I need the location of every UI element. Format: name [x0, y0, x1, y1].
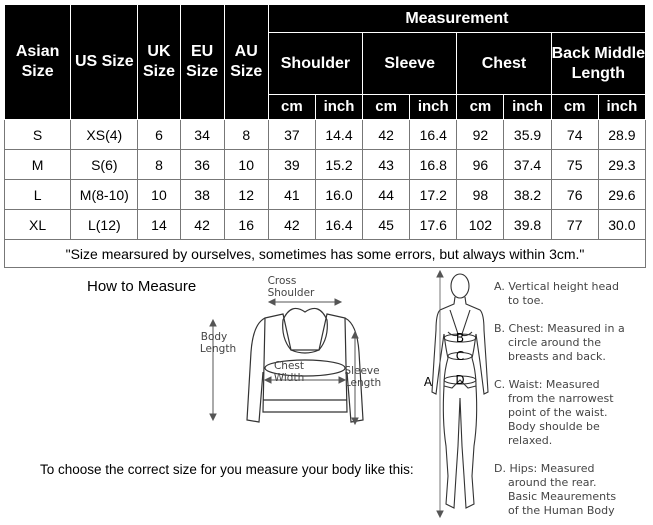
legend-c-line: relaxed.	[508, 434, 553, 447]
marker-a: A	[423, 375, 433, 389]
table-cell: 30.0	[598, 210, 645, 240]
legend-c-line: from the narrowest	[508, 392, 614, 405]
legend-d	[494, 462, 616, 518]
table-cell: 96	[457, 150, 504, 180]
table-cell: 44	[363, 180, 410, 210]
unit-inch: inch	[598, 95, 645, 120]
header-shoulder: Shoulder	[268, 33, 362, 95]
table-cell: 42	[363, 120, 410, 150]
table-cell: 92	[457, 120, 504, 150]
table-cell: 10	[224, 150, 268, 180]
label-body-length-1: Body	[200, 331, 228, 343]
table-row	[5, 180, 646, 210]
label-chest-width-2: Width	[273, 372, 305, 384]
table-cell: XS(4)	[71, 120, 138, 150]
marker-d: D	[455, 373, 465, 387]
label-body-length-2: Length	[199, 343, 237, 355]
table-row	[5, 210, 646, 240]
table-cell: 14	[138, 210, 180, 240]
table-cell: 39.8	[504, 210, 551, 240]
table-cell: 76	[551, 180, 598, 210]
label-sleeve-length-1: Sleeve	[344, 365, 380, 377]
header-uk-size: UK Size	[138, 5, 180, 120]
legend-c-line: Body shoulde be	[508, 420, 600, 433]
table-cell: 14.4	[315, 120, 362, 150]
table-cell: 35.9	[504, 120, 551, 150]
table-cell: M	[5, 150, 71, 180]
table-cell: 8	[224, 120, 268, 150]
unit-cm: cm	[551, 95, 598, 120]
size-chart-table	[4, 4, 646, 268]
legend-b-line: breasts and back.	[508, 350, 606, 363]
table-cell: 16.4	[315, 210, 362, 240]
table-cell: XL	[5, 210, 71, 240]
table-cell: 45	[363, 210, 410, 240]
table-cell: 6	[138, 120, 180, 150]
table-cell: 16.0	[315, 180, 362, 210]
table-cell: L	[5, 180, 71, 210]
label-cross-shoulder-1: Cross	[267, 275, 297, 287]
legend-b	[494, 322, 625, 364]
table-cell: 15.2	[315, 150, 362, 180]
label-sleeve-length-2: Length	[344, 377, 382, 389]
table-cell: 42	[268, 210, 315, 240]
unit-cm: cm	[363, 95, 410, 120]
header-measurement: Measurement	[268, 5, 645, 33]
how-to-measure-title: How to Measure	[87, 278, 197, 295]
marker-b: B	[455, 331, 465, 345]
header-chest: Chest	[457, 33, 551, 95]
table-cell: 42	[180, 210, 224, 240]
jacket-diagram	[195, 272, 400, 442]
header-us-size: US Size	[71, 5, 138, 120]
header-eu-size: EU Size	[180, 5, 224, 120]
legend-b-line: B. Chest: Measured in a	[494, 322, 625, 335]
table-cell: 16.8	[410, 150, 457, 180]
table-cell: M(8-10)	[71, 180, 138, 210]
legend-a	[494, 280, 619, 308]
legend-c	[494, 378, 614, 448]
marker-c: C	[455, 349, 465, 363]
table-cell: 37	[268, 120, 315, 150]
unit-cm: cm	[457, 95, 504, 120]
table-cell: 102	[457, 210, 504, 240]
label-chest-width-1: Chest	[273, 360, 305, 372]
legend-a-line: A. Vertical height head	[494, 280, 620, 293]
table-cell: 39	[268, 150, 315, 180]
header-sleeve: Sleeve	[363, 33, 457, 95]
table-cell: 8	[138, 150, 180, 180]
table-cell: 41	[268, 180, 315, 210]
table-cell: 16.4	[410, 120, 457, 150]
legend-a-line: to toe.	[508, 294, 544, 307]
header-asian-size: Asian Size	[5, 5, 71, 120]
table-cell: 75	[551, 150, 598, 180]
table-cell: 74	[551, 120, 598, 150]
table-cell: 28.9	[598, 120, 645, 150]
legend-d-line: around the rear.	[508, 476, 597, 489]
table-cell: 98	[457, 180, 504, 210]
table-cell: 29.6	[598, 180, 645, 210]
unit-cm: cm	[268, 95, 315, 120]
table-cell: 17.6	[410, 210, 457, 240]
table-row	[5, 120, 646, 150]
table-cell: 17.2	[410, 180, 457, 210]
size-note: "Size mearsured by ourselves, sometimes has some errors, but always within 3cm."	[5, 240, 646, 268]
table-cell: 38	[180, 180, 224, 210]
legend-d-line: D. Hips: Measured	[494, 462, 595, 475]
table-cell: 10	[138, 180, 180, 210]
table-cell: S(6)	[71, 150, 138, 180]
table-cell: 16	[224, 210, 268, 240]
table-cell: 77	[551, 210, 598, 240]
table-row	[5, 150, 646, 180]
legend-c-line: point of the waist.	[508, 406, 608, 419]
table-cell: 29.3	[598, 150, 645, 180]
size-rows	[5, 120, 646, 240]
table-cell: L(12)	[71, 210, 138, 240]
header-back-length: Back Middle Length	[551, 33, 645, 95]
legend-b-line: circle around the	[508, 336, 601, 349]
label-cross-shoulder-2: Shoulder	[267, 287, 315, 299]
table-cell: 43	[363, 150, 410, 180]
unit-inch: inch	[504, 95, 551, 120]
table-cell: 34	[180, 120, 224, 150]
table-cell: 38.2	[504, 180, 551, 210]
table-cell: 36	[180, 150, 224, 180]
body-figure	[418, 270, 496, 522]
legend-c-line: C. Waist: Measured	[494, 378, 600, 391]
unit-inch: inch	[410, 95, 457, 120]
unit-inch: inch	[315, 95, 362, 120]
legend-d-line: of the Human Body	[508, 504, 615, 517]
table-cell: 37.4	[504, 150, 551, 180]
choose-size-text: To choose the correct size for you measure your body like this:	[40, 462, 414, 477]
legend-d-line: Basic Meaurements	[508, 490, 617, 503]
table-cell: S	[5, 120, 71, 150]
header-au-size: AU Size	[224, 5, 268, 120]
table-cell: 12	[224, 180, 268, 210]
